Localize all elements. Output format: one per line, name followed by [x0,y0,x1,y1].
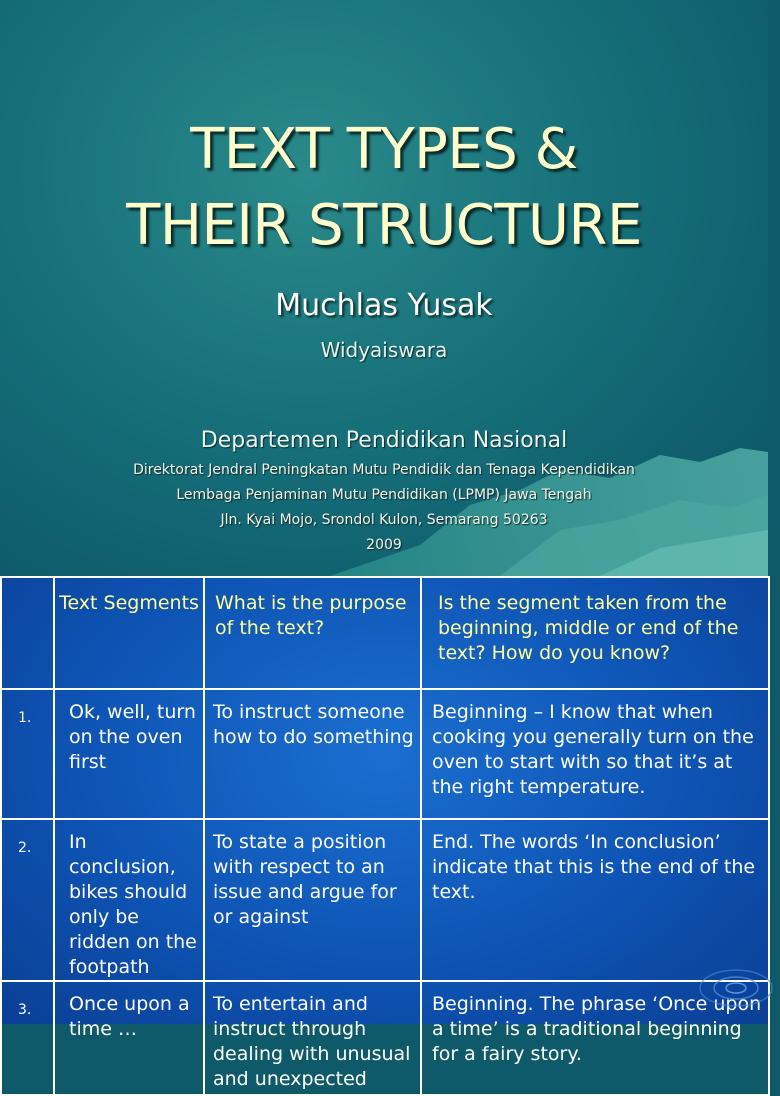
header-number [1,577,54,689]
row-segment: Once upon a time … [54,981,204,1095]
table-row [1,689,769,819]
row-segment: Ok, well, turn on the oven first [54,689,204,819]
row-number: 3. [1,981,54,1095]
row-purpose: To entertain and instruct through dealing with unusual and unexpected [204,981,421,1095]
author-role: Widyaiswara [320,338,448,362]
header-segment: Text Segments [54,577,204,689]
institution-line: Lembaga Penjaminan Mutu Pendidikan (LPMP) Jawa Tengah [176,487,592,503]
row-purpose: To state a position with respect to an issue and argue for or against [204,819,421,981]
author-name: Muchlas Yusak [275,288,493,323]
row-position: Beginning. The phrase ‘Once upon a time’ is a traditional beginning for a fairy story. [421,981,769,1095]
row-segment: In conclusion, bikes should only be ridden on the footpath [54,819,204,981]
department-name: Departemen Pendidikan Nasional [200,428,568,453]
address-line: Jln. Kyai Mojo, Srondol Kulon, Semarang 50263 [220,512,548,528]
header-position: Is the segment taken from the beginning, middle or end of the text? How do you know? [421,577,769,689]
table-slide [0,576,768,1090]
slide-title [0,112,768,264]
directorate-line: Direktorat Jendral Peningkatan Mutu Pendidik dan Tenaga Kependidikan [133,462,635,478]
water-ripple-icon [690,954,780,1014]
row-purpose: To instruct someone how to do something [204,689,421,819]
row-position: End. The words ‘In conclusion’ indicate that this is the end of the text. [421,819,769,981]
title-line-2: THEIR STRUCTURE [126,193,642,258]
title-line-1: TEXT TYPES & [190,117,578,182]
header-purpose: What is the purpose of the text? [204,577,421,689]
table-header-row [1,577,769,689]
table-row [1,819,769,981]
table-row [1,981,769,1095]
row-number: 1. [1,689,54,819]
row-number: 2. [1,819,54,981]
row-position: Beginning – I know that when cooking you generally turn on the oven to start with so that it’s at the right temperature. [421,689,769,819]
text-segments-table [0,576,770,1096]
year-line: 2009 [366,537,402,553]
